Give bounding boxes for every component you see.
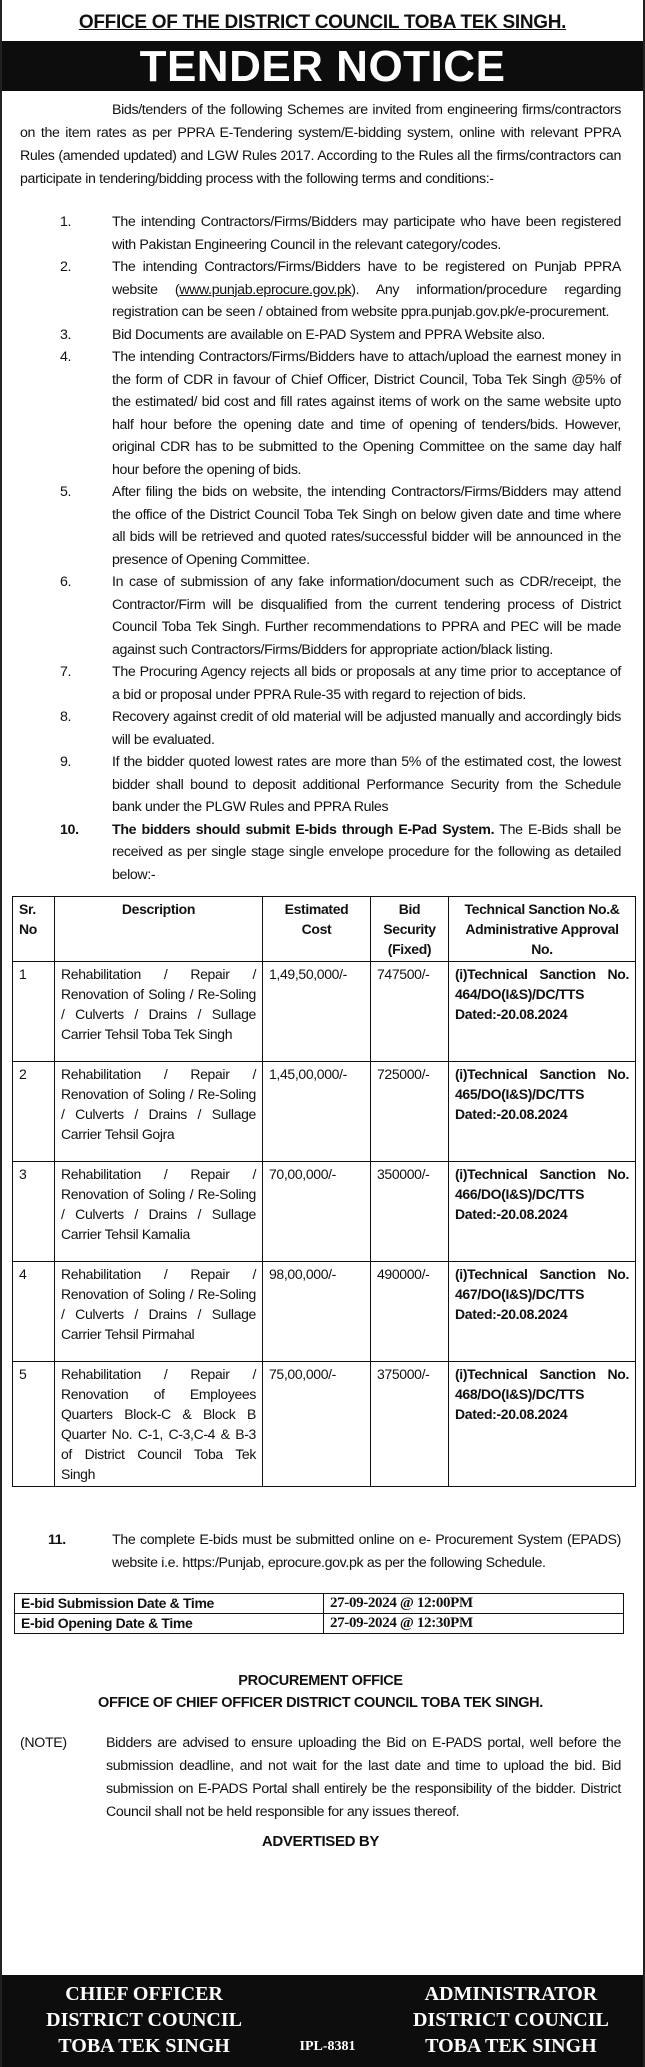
- cell-sanction: (i)Technical Sanction No. 464/DO(I&S)/DC/TTS Dated:-20.08.2024: [449, 962, 636, 1062]
- table-row: [13, 1062, 636, 1162]
- ipl-code: IPL-8381: [299, 2039, 356, 2054]
- advertised-by: ADVERTISED BY: [261, 1833, 380, 1850]
- term-item: 2. The intending Contractors/Firms/Bidders have to be registered on Punjab PPRA website (www.punjab.eprocure.gov.pk). Any information/procedure regarding registration can be seen / obtained from website ppra.punjab.gov.pk/e-procurement.: [60, 259, 622, 320]
- cell-bid-security: 747500/-: [371, 962, 449, 1062]
- cell-sr: 4: [13, 1262, 55, 1362]
- cell-bid-security: 350000/-: [371, 1162, 449, 1262]
- cell-estimated-cost: 1,45,00,000/-: [263, 1062, 371, 1162]
- term-item: 3. Bid Documents are available on E-PAD System and PPRA Website also.: [60, 326, 545, 343]
- signatory-chief-officer: CHIEF OFFICER DISTRICT COUNCIL TOBA TEK SINGH: [46, 1983, 242, 2057]
- cell-sr: 2: [13, 1062, 55, 1162]
- cell-sanction: (i)Technical Sanction No. 465/DO(I&S)/DC/TTS Dated:-20.08.2024: [449, 1062, 636, 1162]
- schedule-row: E-bid Submission Date & Time 27-09-2024 @ 12:00PM: [15, 1594, 624, 1614]
- table-row: [13, 1362, 636, 1487]
- schedule-row: E-bid Opening Date & Time 27-09-2024 @ 12:30PM: [15, 1614, 624, 1634]
- table-row: [13, 962, 636, 1062]
- table-row: [13, 1162, 636, 1262]
- cell-estimated-cost: 70,00,000/-: [263, 1162, 371, 1262]
- table-row: [13, 1262, 636, 1362]
- term-item: 6. In case of submission of any fake information/document such as CDR/receipt, the Contractor/Firm will be disqualified from the current tendering process of District Council Toba Tek Singh. Further recommendations to PPRA and PEC will be made against such Contractors/Firms/Bidders for appropriate action/black listing.: [60, 574, 621, 658]
- cell-sanction: (i)Technical Sanction No. 468/DO(I&S)/DC/TTS Dated:-20.08.2024: [449, 1362, 636, 1487]
- term-item: 5. After filing the bids on website, the intending Contractors/Firms/Bidders may attend the office of the District Council Toba Tek Singh on below given date and time where all bids will be retrieved and quoted rates/successful bidder will be announced in the presence of Opening Committee.: [60, 484, 621, 568]
- term-item: 4. The intending Contractors/Firms/Bidders have to attach/upload the earnest money in the form of CDR in favour of Chief Officer, District Council, Toba Tek Singh @5% of the estimated/ bid cost and fill rates against items of work on the same website upto half hour before the opening date and time of opening of tenders/bids. However, original CDR has to be submitted to the Opening Committee on the same day half hour before the opening of bids.: [60, 349, 621, 478]
- cell-sr: 5: [13, 1362, 55, 1487]
- col-sr: Sr. No: [13, 897, 55, 962]
- procurement-office: PROCUREMENT OFFICE OFFICE OF CHIEF OFFICER DISTRICT COUNCIL TOBA TEK SINGH.: [98, 1673, 543, 1711]
- intro-paragraph: Bids/tenders of the following Schemes are invited from engineering firms/contractors on the item rates as per PPRA E-Tendering system/E-bidding system, online with relevant PPRA Rules (amended updated) and LGW Rules 2017. According to the Rules all the firms/contractors can participate in tendering/bidding process with the following terms and conditions:-: [20, 102, 621, 187]
- cell-sr: 1: [13, 962, 55, 1062]
- cell-estimated-cost: 75,00,000/-: [263, 1362, 371, 1487]
- col-sanction: Technical Sanction No.& Administrative Approval No.: [449, 897, 636, 962]
- note: (NOTE) Bidders are advised to ensure uploading the Bid on E-PADS portal, well before the submission deadline, and not wait for the last date and time to upload the bid. Bid submission on E-PADS Portal shall entirely be the responsibility of the bidder. District Council shall not be held responsible for any issues thereof.: [20, 1735, 621, 1820]
- cell-bid-security: 490000/-: [371, 1262, 449, 1362]
- cell-estimated-cost: 1,49,50,000/-: [263, 962, 371, 1062]
- cell-description: Rehabilitation / Repair / Renovation of Soling / Re-Soling / Culverts / Drains / Sullage Carrier Tehsil Kamalia: [55, 1162, 263, 1262]
- col-cost: Estimated Cost: [263, 897, 371, 962]
- cell-description: Rehabilitation / Repair / Renovation of Soling / Re-Soling / Culverts / Drains / Sullage Carrier Tehsil Gojra: [55, 1062, 263, 1162]
- cell-sanction: (i)Technical Sanction No. 467/DO(I&S)/DC/TTS Dated:-20.08.2024: [449, 1262, 636, 1362]
- cell-bid-security: 725000/-: [371, 1062, 449, 1162]
- signature-footer: [2, 1975, 643, 2067]
- term-item: 1. The intending Contractors/Firms/Bidders may participate who have been registered with Pakistan Engineering Council in the relevant category/codes.: [60, 214, 621, 253]
- col-description: Description: [55, 897, 263, 962]
- works-table: [12, 896, 636, 1487]
- signatory-administrator: ADMINISTRATOR DISTRICT COUNCIL TOBA TEK SINGH: [413, 1983, 609, 2057]
- cell-sanction: (i)Technical Sanction No. 466/DO(I&S)/DC/TTS Dated:-20.08.2024: [449, 1162, 636, 1262]
- cell-estimated-cost: 98,00,000/-: [263, 1262, 371, 1362]
- cell-description: Rehabilitation / Repair / Renovation of Soling / Re-Soling / Culverts / Drains / Sullage Carrier Tehsil Toba Tek Singh: [55, 962, 263, 1062]
- term-item: 8. Recovery against credit of old material will be adjusted manually and accordingly bids will be evaluated.: [60, 709, 621, 748]
- schedule-table: [14, 1593, 624, 1634]
- cell-description: Rehabilitation / Repair / Renovation of Soling / Re-Soling / Culverts / Drains / Sullage Carrier Tehsil Pirmahal: [55, 1262, 263, 1362]
- office-heading: OFFICE OF THE DISTRICT COUNCIL TOBA TEK SINGH.: [78, 12, 567, 33]
- tender-notice-title: TENDER NOTICE: [2, 41, 643, 91]
- cell-description: Rehabilitation / Repair / Renovation of Employees Quarters Block-C & Block B Quarter No. C-1, C-3,C-4 & B-3 of District Council Toba Tek Singh: [55, 1362, 263, 1487]
- term-item: 9. If the bidder quoted lowest rates are more than 5% of the estimated cost, the lowest bidder shall bound to deposit additional Performance Security from the Schedule bank under the PLGW Rules and PPRA Rules: [60, 754, 621, 815]
- table-header-row: [13, 897, 636, 962]
- term-item: 10. The bidders should submit E-bids through E-Pad System. The E-Bids shall be received as per single stage single envelope procedure for the following as detailed below:-: [60, 821, 621, 883]
- term-item-11: 11. The complete E-bids must be submitted online on e- Procurement System (EPADS) website i.e. https:/Punjab, eprocure.gov.pk as per the following Schedule.: [48, 1532, 621, 1571]
- cell-bid-security: 375000/-: [371, 1362, 449, 1487]
- terms-list: [20, 211, 621, 886]
- term-item: 7. The Procuring Agency rejects all bids or proposals at any time prior to acceptance of a bid or proposal under PPRA Rule-35 with regard to rejection of bids.: [60, 664, 621, 703]
- col-security: Bid Security (Fixed): [371, 897, 449, 962]
- cell-sr: 3: [13, 1162, 55, 1262]
- ppra-website-link[interactable]: www.punjab.eprocure.gov.pk: [179, 281, 352, 298]
